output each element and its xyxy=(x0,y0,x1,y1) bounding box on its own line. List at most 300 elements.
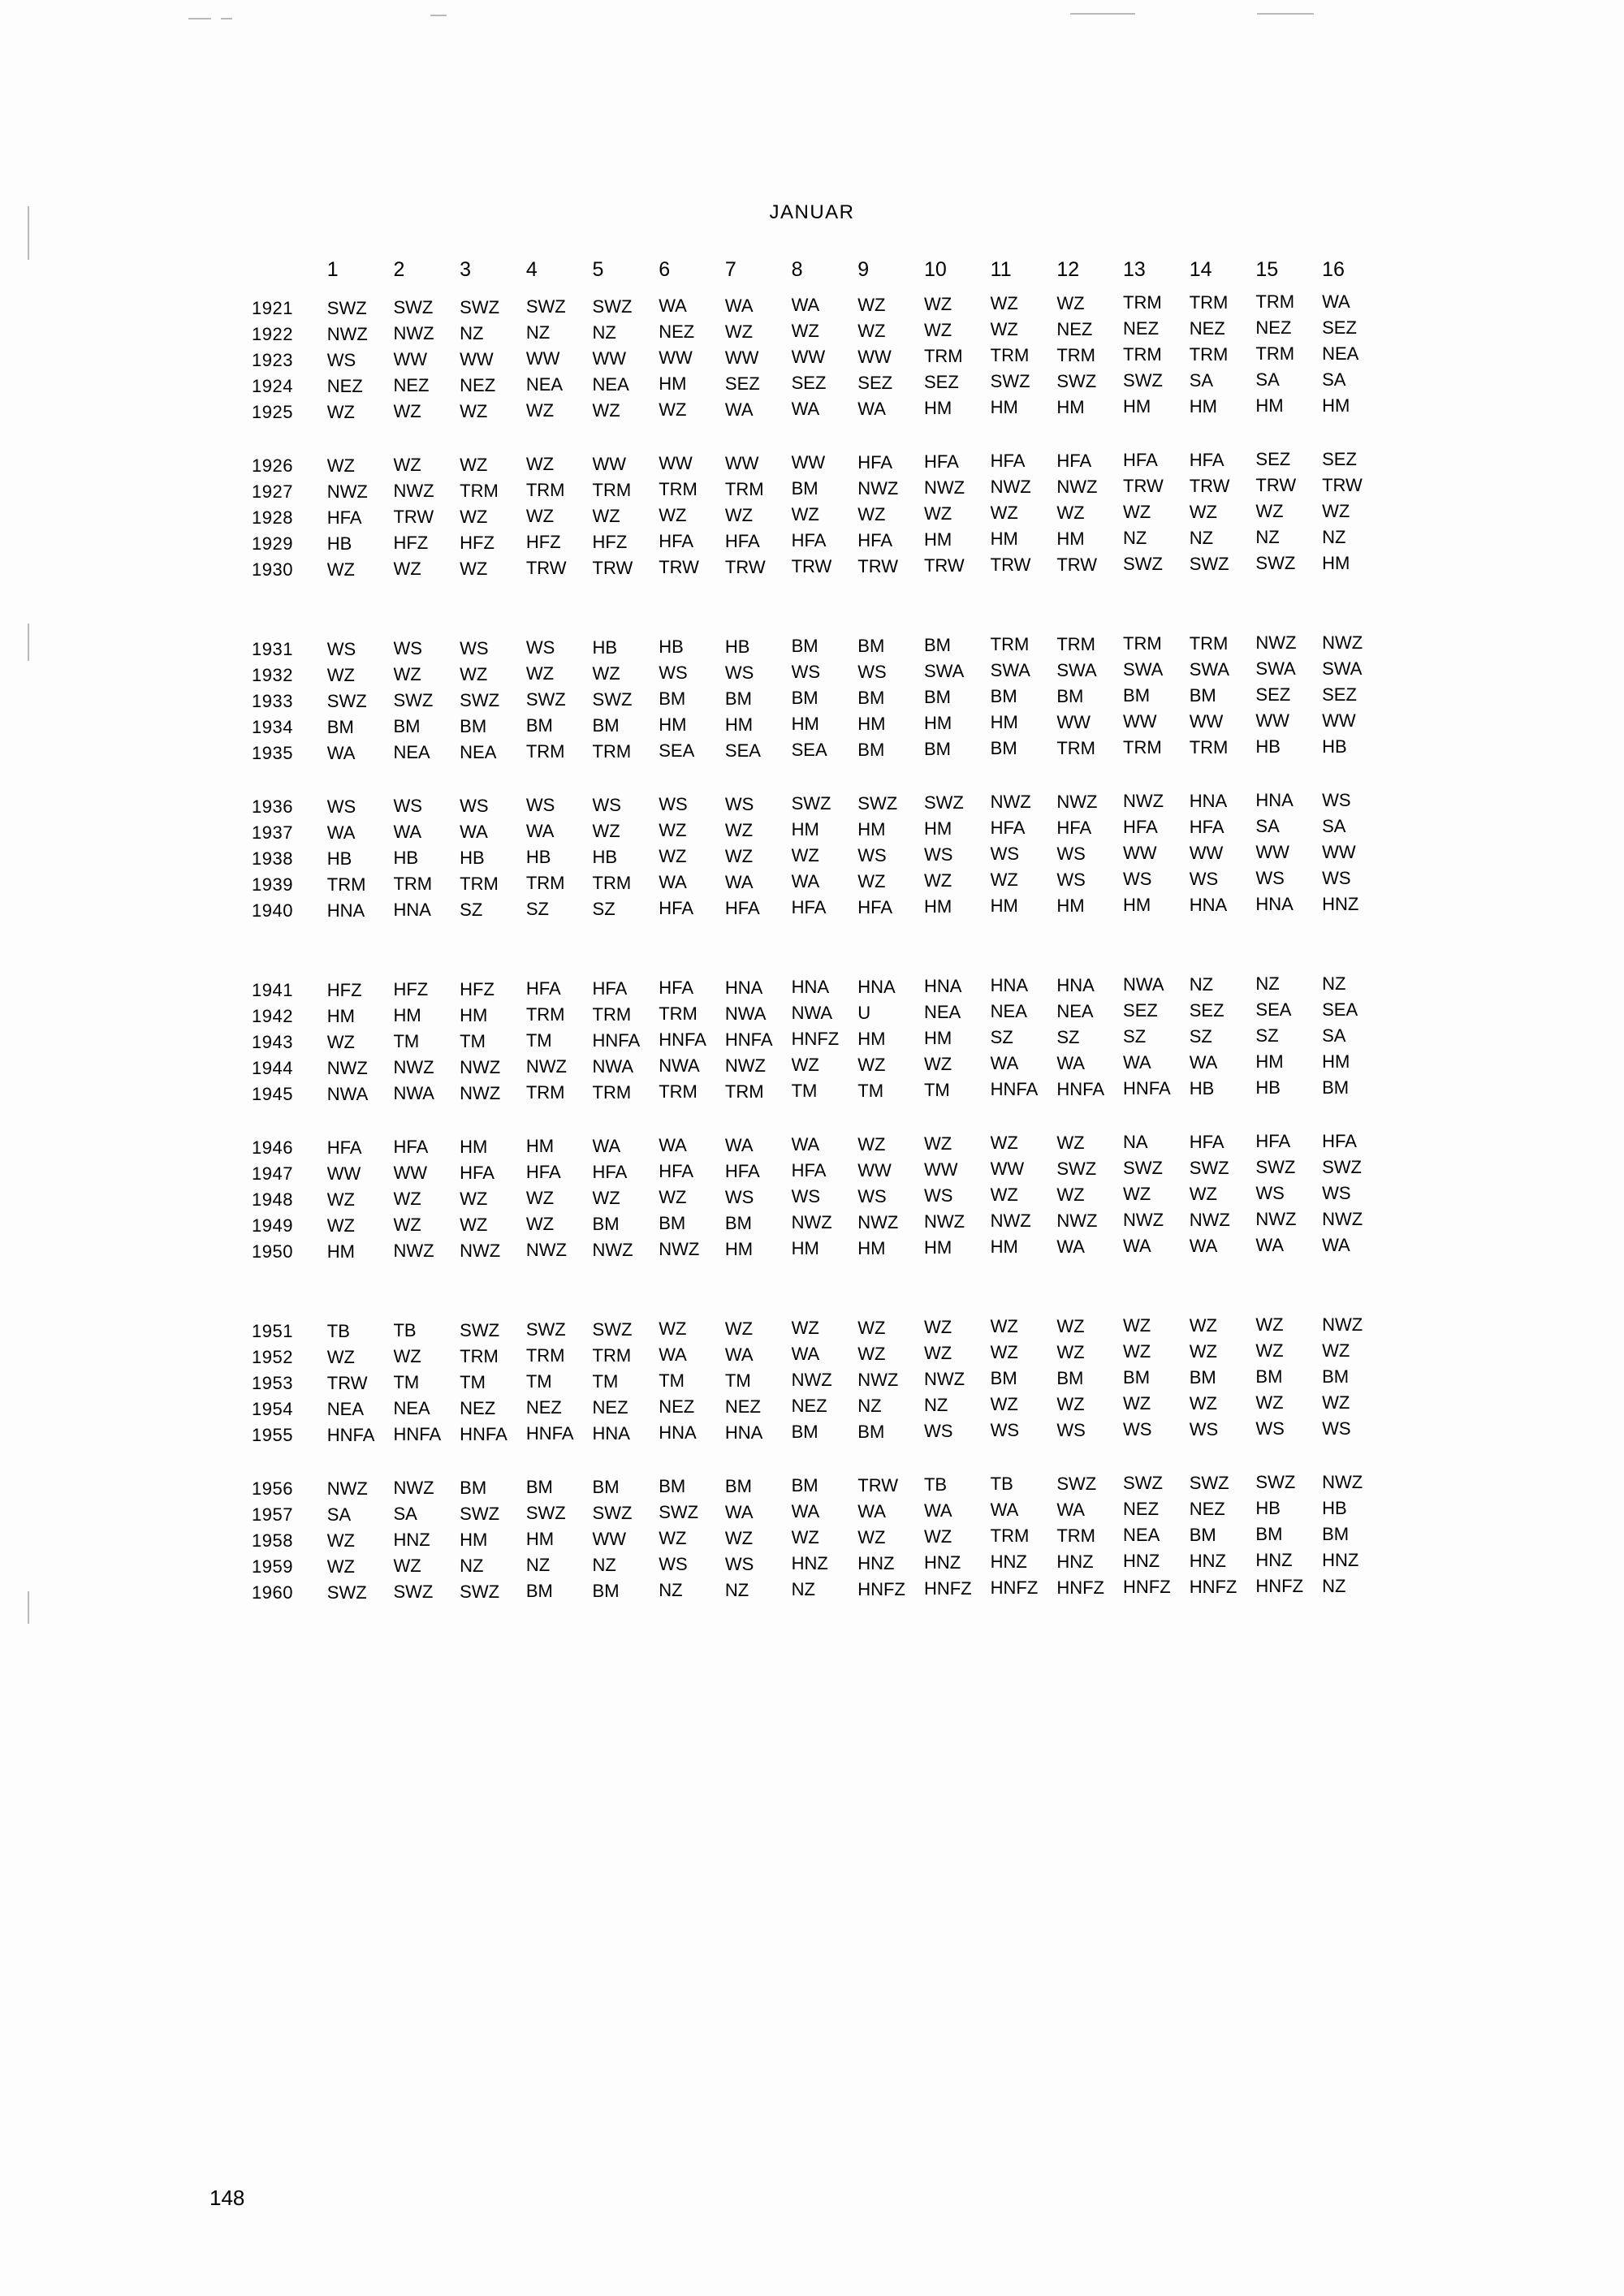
cell-value: WZ xyxy=(592,821,620,841)
cell-day-6 xyxy=(659,1029,725,1055)
table-row xyxy=(252,1081,1389,1107)
cell-value: HNFZ xyxy=(990,1577,1039,1598)
day-header-11: 11 xyxy=(990,258,1012,281)
cell-value: TRW xyxy=(592,558,633,578)
cell-value: WW xyxy=(791,347,826,367)
cell-value: HNZ xyxy=(857,1553,895,1573)
cell-value: SWZ xyxy=(592,296,633,317)
cell-value: HNZ xyxy=(1056,1552,1094,1572)
cell-day-7 xyxy=(725,1213,792,1239)
cell-day-9 xyxy=(857,740,924,766)
cell-day-6 xyxy=(659,1344,725,1370)
cell-value: TB xyxy=(326,1321,350,1341)
cell-day-5 xyxy=(593,794,659,820)
cell-value: NZ xyxy=(659,1580,683,1600)
cell-value: NEZ xyxy=(525,1397,562,1418)
cell-value: BM xyxy=(592,1477,620,1497)
cell-day-4 xyxy=(526,1370,593,1396)
cell-day-2 xyxy=(393,898,460,924)
cell-day-5 xyxy=(593,1580,659,1606)
table-body xyxy=(252,291,1389,1606)
cell-day-5 xyxy=(593,637,659,662)
cell-value: NEZ xyxy=(460,1398,496,1418)
cell-value: WZ xyxy=(1189,1184,1217,1204)
cell-value: NWZ xyxy=(1255,1209,1297,1229)
cell-value: BM xyxy=(724,688,752,709)
row-year: 1926 xyxy=(252,455,293,476)
cell-day-7 xyxy=(725,1029,792,1055)
cell-day-5 xyxy=(593,1003,659,1029)
cell-value: WA xyxy=(460,822,488,842)
cell-value: NWZ xyxy=(990,1211,1031,1231)
cell-value: HFA xyxy=(592,978,628,999)
cell-day-4 xyxy=(526,1396,593,1422)
cell-value: TRM xyxy=(525,1004,565,1025)
cell-value: NEZ xyxy=(1189,1499,1225,1519)
cell-day-2 xyxy=(393,740,460,766)
cell-value: WZ xyxy=(659,1318,687,1339)
cell-value: HFA xyxy=(724,898,760,918)
cell-value: SEA xyxy=(659,740,695,761)
cell-value: TRM xyxy=(724,1081,764,1102)
cell-day-2 xyxy=(393,1161,460,1187)
cell-value: WZ xyxy=(460,559,488,579)
row-year: 1957 xyxy=(252,1504,293,1525)
cell-day-16 xyxy=(1322,1077,1389,1107)
cell-day-6 xyxy=(659,557,725,583)
cell-day-11 xyxy=(991,557,1057,583)
cell-day-2 xyxy=(393,347,460,373)
cell-value: BM xyxy=(923,635,951,655)
cell-day-5 xyxy=(593,1187,659,1213)
cell-day-2 xyxy=(393,399,460,425)
cell-value: HNA xyxy=(857,977,896,997)
cell-value: NEZ xyxy=(659,1396,695,1417)
cell-day-1 xyxy=(327,1476,394,1502)
row-year: 1934 xyxy=(252,717,293,737)
cell-value: SEZ xyxy=(1322,684,1357,705)
cell-value: HB xyxy=(1322,736,1347,757)
cell-value: NWZ xyxy=(791,1212,832,1232)
cell-day-6 xyxy=(659,296,725,322)
cell-day-7 xyxy=(725,531,792,557)
cell-value: BM xyxy=(724,1213,752,1233)
cell-day-7 xyxy=(725,688,792,714)
cell-value: SWZ xyxy=(990,371,1030,391)
cell-day-5 xyxy=(593,1081,659,1107)
cell-day-6 xyxy=(659,662,725,688)
cell-value: WZ xyxy=(326,1032,355,1052)
cell-value: NWZ xyxy=(326,1058,368,1078)
cell-value: TM xyxy=(724,1370,751,1391)
cell-day-7 xyxy=(725,820,792,846)
cell-value: HM xyxy=(923,713,952,733)
cell-day-2 xyxy=(393,1081,460,1107)
cell-day-1 xyxy=(327,1003,394,1029)
cell-value: NWZ xyxy=(393,323,434,343)
cell-day-7 xyxy=(725,1396,792,1422)
cell-value: HM xyxy=(791,1238,819,1258)
cell-value: NZ xyxy=(1123,528,1147,548)
cell-value: WA xyxy=(659,1344,687,1365)
cell-value: WA xyxy=(724,872,754,892)
cell-day-6 xyxy=(659,1055,725,1081)
cell-value: WZ xyxy=(393,455,421,475)
cell-day-2 xyxy=(393,1370,460,1396)
cell-value: WZ xyxy=(592,663,620,684)
cell-value: NEZ xyxy=(460,375,496,395)
cell-value: NZ xyxy=(923,1395,948,1415)
cell-value: SZ xyxy=(525,899,549,919)
cell-day-10 xyxy=(924,898,991,924)
cell-value: HNZ xyxy=(1189,1551,1226,1571)
cell-value: TM xyxy=(525,1030,552,1051)
cell-value: TRM xyxy=(592,1004,632,1025)
cell-day-4 xyxy=(526,347,593,373)
cell-value: SWA xyxy=(1255,658,1296,679)
cell-value: HM xyxy=(857,819,886,839)
cell-day-10 xyxy=(924,1081,991,1107)
cell-day-7 xyxy=(725,898,792,924)
cell-value: NWZ xyxy=(923,477,965,498)
cell-day-6 xyxy=(659,479,725,505)
cell-value: HM xyxy=(1056,896,1085,916)
cell-value: HM xyxy=(525,1529,555,1549)
cell-value: WS xyxy=(724,1187,754,1207)
cell-day-3 xyxy=(460,1318,526,1344)
cell-value: NWA xyxy=(791,1003,833,1023)
cell-day-4 xyxy=(526,740,593,766)
cell-day-4 xyxy=(526,399,593,425)
cell-value: NWZ xyxy=(460,1241,501,1261)
cell-value: HFA xyxy=(525,1162,561,1182)
cell-day-1 xyxy=(327,1135,394,1161)
cell-value: NWZ xyxy=(990,792,1031,812)
cell-value: BM xyxy=(1255,1366,1283,1387)
cell-value: WZ xyxy=(857,871,886,891)
row-year: 1952 xyxy=(252,1347,293,1367)
cell-day-12 xyxy=(1056,1081,1123,1107)
cell-day-3 xyxy=(460,1081,526,1107)
cell-value: TRM xyxy=(724,479,764,499)
cell-value: HM xyxy=(857,1238,886,1258)
cell-day-6 xyxy=(659,1502,725,1528)
cell-value: BM xyxy=(990,686,1017,706)
cell-day-6 xyxy=(659,531,725,557)
cell-value: HFA xyxy=(923,451,959,472)
cell-value: WZ xyxy=(990,293,1018,313)
cell-day-12 xyxy=(1056,1577,1123,1606)
cell-day-1 xyxy=(327,347,394,373)
cell-value: TM xyxy=(460,1031,486,1051)
cell-value: HNA xyxy=(990,975,1029,995)
cell-value: HM xyxy=(990,397,1018,417)
cell-day-4 xyxy=(526,846,593,872)
cell-value: NEZ xyxy=(1123,1499,1160,1519)
cell-value: NWZ xyxy=(857,1212,899,1232)
cell-value: WW xyxy=(592,348,627,369)
cell-value: SEZ xyxy=(791,373,827,393)
cell-day-2 xyxy=(393,322,460,347)
cell-value: TRM xyxy=(1123,292,1162,313)
cell-day-4 xyxy=(526,1161,593,1187)
cell-value: WZ xyxy=(659,820,687,840)
day-header-4: 4 xyxy=(525,258,538,281)
cell-value: TM xyxy=(592,1371,619,1392)
day-header-5: 5 xyxy=(592,258,604,281)
cell-value: SWZ xyxy=(460,1504,500,1524)
cell-value: BM xyxy=(724,1476,752,1496)
cell-day-8 xyxy=(792,740,858,766)
cell-value: WZ xyxy=(724,322,754,342)
cell-value: HFA xyxy=(525,978,561,999)
cell-value: TM xyxy=(791,1081,818,1101)
cell-value: NWZ xyxy=(326,324,368,344)
cell-day-3 xyxy=(460,1396,526,1422)
cell-value: WZ xyxy=(1189,502,1217,522)
cell-day-11 xyxy=(991,399,1057,425)
cell-value: HFA xyxy=(659,898,694,918)
cell-day-5 xyxy=(593,1528,659,1554)
cell-day-2 xyxy=(393,1318,460,1344)
cell-day-3 xyxy=(460,662,526,688)
cell-value: TRM xyxy=(1189,292,1229,313)
cell-value: WW xyxy=(791,452,826,473)
cell-value: WA xyxy=(659,296,687,316)
cell-day-7 xyxy=(725,1502,792,1528)
cell-value: WZ xyxy=(326,1530,355,1551)
cell-day-6 xyxy=(659,1580,725,1606)
cell-day-4 xyxy=(526,322,593,347)
cell-value: BM xyxy=(1322,1366,1350,1387)
table-row xyxy=(252,1422,1389,1448)
cell-value: TRM xyxy=(1056,1526,1095,1546)
cell-value: HNZ xyxy=(1322,894,1359,914)
cell-day-7 xyxy=(725,978,792,1003)
cell-day-6 xyxy=(659,1161,725,1187)
cell-value: WS xyxy=(1123,869,1152,889)
cell-value: TRW xyxy=(990,555,1031,575)
cell-day-5 xyxy=(593,373,659,399)
cell-day-1 xyxy=(327,531,394,557)
cell-value: SEA xyxy=(791,740,827,760)
cell-value: HNA xyxy=(393,900,431,920)
cell-day-7 xyxy=(725,1135,792,1161)
cell-day-2 xyxy=(393,662,460,688)
cell-day-2 xyxy=(393,505,460,531)
cell-value: HFA xyxy=(1123,817,1158,837)
cell-day-12 xyxy=(1056,740,1123,766)
cell-value: BM xyxy=(659,1476,686,1496)
cell-value: NEA xyxy=(990,1001,1027,1021)
cell-value: WZ xyxy=(724,505,754,525)
row-year: 1932 xyxy=(252,665,293,685)
cell-value: BM xyxy=(460,1478,487,1498)
cell-value: WZ xyxy=(857,295,886,315)
cell-value: NZ xyxy=(525,322,551,343)
cell-value: HNFZ xyxy=(1189,1577,1237,1597)
cell-day-7 xyxy=(725,1344,792,1370)
day-header-2: 2 xyxy=(393,258,405,281)
cell-value: HFA xyxy=(1189,817,1224,837)
cell-value: TM xyxy=(393,1031,420,1051)
cell-day-7 xyxy=(725,1187,792,1213)
cell-day-4 xyxy=(526,1502,593,1528)
cell-day-6 xyxy=(659,740,725,766)
cell-value: WZ xyxy=(460,664,488,684)
cell-day-2 xyxy=(393,1135,460,1161)
cell-value: SWA xyxy=(1189,659,1230,680)
cell-value: HFZ xyxy=(326,980,362,1000)
cell-day-7 xyxy=(725,714,792,740)
cell-value: HM xyxy=(990,529,1018,549)
cell-value: TRM xyxy=(525,873,565,893)
cell-value: WZ xyxy=(857,321,886,341)
cell-value: U xyxy=(857,1003,871,1023)
cell-day-4 xyxy=(526,453,593,479)
cell-day-13 xyxy=(1123,1577,1190,1606)
cell-value: TM xyxy=(857,1081,884,1101)
cell-value: WZ xyxy=(791,1318,819,1338)
cell-value: NWZ xyxy=(857,1370,899,1390)
cell-value: WS xyxy=(1255,1183,1285,1203)
cell-day-6 xyxy=(659,637,725,662)
cell-value: WA xyxy=(1322,291,1350,312)
cell-value: NWZ xyxy=(393,481,434,501)
cell-value: BM xyxy=(791,478,818,498)
cell-value: WZ xyxy=(393,559,421,579)
cell-value: HB xyxy=(326,848,352,869)
cell-day-6 xyxy=(659,1370,725,1396)
cell-day-5 xyxy=(593,1422,659,1448)
cell-value: HFA xyxy=(791,530,827,550)
cell-value: TRM xyxy=(525,741,565,762)
scan-artifact-top-right xyxy=(1070,13,1135,15)
cell-day-7 xyxy=(725,1554,792,1580)
cell-value: TRM xyxy=(592,1345,632,1366)
cell-day-2 xyxy=(393,1554,460,1580)
cell-day-7 xyxy=(725,347,792,373)
cell-day-14 xyxy=(1189,895,1256,924)
cell-day-2 xyxy=(393,1476,460,1502)
cell-day-9 xyxy=(857,1081,924,1107)
cell-value: TRM xyxy=(460,874,499,894)
cell-day-13 xyxy=(1123,396,1190,425)
cell-value: WA xyxy=(592,1136,621,1156)
cell-value: SEA xyxy=(1255,999,1292,1020)
cell-value: NWA xyxy=(326,1084,369,1104)
cell-day-12 xyxy=(1056,1236,1123,1265)
cell-day-6 xyxy=(659,872,725,898)
cell-day-11 xyxy=(991,740,1057,766)
cell-day-1 xyxy=(327,1318,394,1344)
cell-value: BM xyxy=(659,688,686,709)
cell-day-9 xyxy=(857,1239,924,1265)
cell-value: NWZ xyxy=(990,477,1031,497)
cell-day-11 xyxy=(991,1422,1057,1448)
cell-value: HB xyxy=(460,848,485,868)
cell-value: HNZ xyxy=(791,1553,828,1573)
cell-value: NA xyxy=(1123,1132,1148,1152)
row-year: 1938 xyxy=(252,848,293,869)
cell-day-3 xyxy=(460,479,526,505)
cell-value: HFZ xyxy=(393,979,429,999)
cell-day-1 xyxy=(327,1422,394,1448)
table-row xyxy=(252,557,1389,583)
cell-day-1 xyxy=(327,505,394,531)
cell-value: HNZ xyxy=(1123,1551,1160,1571)
cell-value: SWZ xyxy=(326,298,367,318)
cell-value: WZ xyxy=(525,1188,555,1208)
cell-day-7 xyxy=(725,662,792,688)
cell-day-14 xyxy=(1189,1419,1256,1448)
cell-value: WZ xyxy=(857,1527,886,1547)
cell-value: NZ xyxy=(1255,973,1280,994)
cell-day-3 xyxy=(460,1003,526,1029)
cell-value: HM xyxy=(990,712,1018,732)
scan-artifact-top-left-2 xyxy=(221,18,232,19)
cell-day-4 xyxy=(526,505,593,531)
cell-day-4 xyxy=(526,1580,593,1606)
cell-value: NEZ xyxy=(659,322,695,342)
cell-day-9 xyxy=(857,399,924,425)
cell-day-16 xyxy=(1322,395,1389,425)
cell-day-5 xyxy=(593,820,659,846)
cell-day-6 xyxy=(659,1318,725,1344)
cell-day-15 xyxy=(1255,1077,1322,1107)
cell-value: WS xyxy=(857,662,887,682)
cell-day-4 xyxy=(526,373,593,399)
cell-day-3 xyxy=(460,872,526,898)
cell-value: WW xyxy=(525,348,560,369)
cell-value: SZ xyxy=(1189,1026,1212,1047)
cell-day-3 xyxy=(460,1161,526,1187)
cell-value: HM xyxy=(791,714,819,734)
cell-value: HM xyxy=(990,1236,1018,1257)
cell-day-8 xyxy=(792,557,858,583)
cell-value: TRM xyxy=(1123,737,1162,757)
cell-value: HB xyxy=(1255,736,1281,757)
cell-value: WZ xyxy=(990,1185,1018,1205)
cell-day-6 xyxy=(659,399,725,425)
cell-value: WA xyxy=(791,871,820,891)
cell-value: HNA xyxy=(592,1423,630,1444)
row-year: 1936 xyxy=(252,796,293,817)
cell-value: NEA xyxy=(393,1398,430,1418)
cell-value: SWZ xyxy=(1056,1159,1097,1179)
cell-value: WZ xyxy=(923,503,952,524)
day-header-12: 12 xyxy=(1056,258,1080,281)
cell-value: SEZ xyxy=(1255,684,1291,705)
cell-value: HNFZ xyxy=(791,1029,840,1049)
cell-value: HNFA xyxy=(659,1029,706,1050)
cell-value: NEA xyxy=(460,742,497,762)
cell-value: HNA xyxy=(724,978,763,998)
cell-value: TRM xyxy=(1189,344,1229,365)
cell-day-6 xyxy=(659,1476,725,1502)
cell-day-5 xyxy=(593,1055,659,1081)
cell-day-3 xyxy=(460,1213,526,1239)
cell-day-5 xyxy=(593,1554,659,1580)
cell-value: WA xyxy=(1189,1236,1218,1256)
cell-value: WZ xyxy=(923,1317,952,1337)
cell-day-4 xyxy=(526,1003,593,1029)
cell-value: WZ xyxy=(592,400,620,421)
cell-day-16 xyxy=(1322,736,1389,766)
cell-value: SZ xyxy=(460,900,483,920)
cell-value: HFZ xyxy=(393,533,429,553)
cell-value: HM xyxy=(1322,395,1350,416)
